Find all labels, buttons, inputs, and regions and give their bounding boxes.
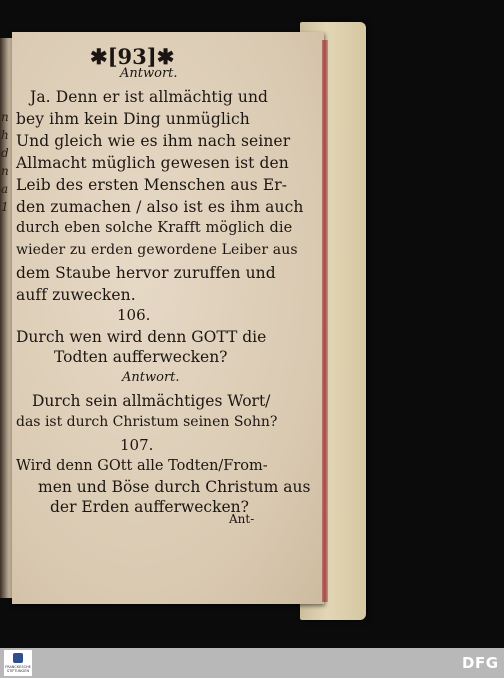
viewer-footer [0, 648, 504, 678]
question-number: 107. [120, 436, 154, 454]
text-line: wieder zu erden gewordene Leiber aus [16, 242, 298, 258]
text-line: auff zuwecken. [16, 286, 136, 304]
text-line: Und gleich wie es ihm nach seiner [16, 132, 291, 150]
answer-line: das ist durch Christum seinen Sohn? [16, 414, 278, 430]
question-line: der Erden aufferwecken? [50, 498, 249, 516]
question-line: Todten aufferwecken? [54, 348, 228, 366]
text-line: den zumachen / also ist es ihm auch [16, 198, 304, 216]
previous-page-letters: n h d n a 1 [1, 110, 9, 214]
catchword: Ant- [229, 512, 255, 526]
institution-logo[interactable] [4, 650, 32, 676]
question-line: Durch wen wird denn GOTT die [16, 328, 267, 346]
text-line: bey ihm kein Ding unmüglich [16, 110, 250, 128]
question-number: 106. [117, 306, 151, 324]
text-line: Ja. Denn er ist allmächtig und [30, 88, 269, 106]
page-number: ✱[93]✱ [90, 44, 175, 69]
text-line: Allmacht müglich gewesen ist den [16, 154, 289, 172]
funder-logo[interactable]: DFG [462, 654, 499, 672]
logo-text: FRANCKESCHE STIFTUNGEN [5, 665, 31, 673]
answer-line: Durch sein allmächtiges Wort/ [32, 392, 271, 410]
text-line: dem Staube hervor zuruffen und [16, 264, 276, 282]
logo-icon [13, 653, 23, 663]
answer-heading: Antwort. [122, 370, 180, 385]
text-line: Leib des ersten Menschen aus Er- [16, 176, 288, 194]
question-line: men und Böse durch Christum aus [38, 478, 311, 496]
question-line: Wird denn GOtt alle Todten/From- [16, 458, 268, 474]
answer-heading: Antwort. [120, 66, 178, 81]
red-page-edge [322, 40, 328, 602]
text-line: durch eben solche Krafft möglich die [16, 220, 293, 236]
